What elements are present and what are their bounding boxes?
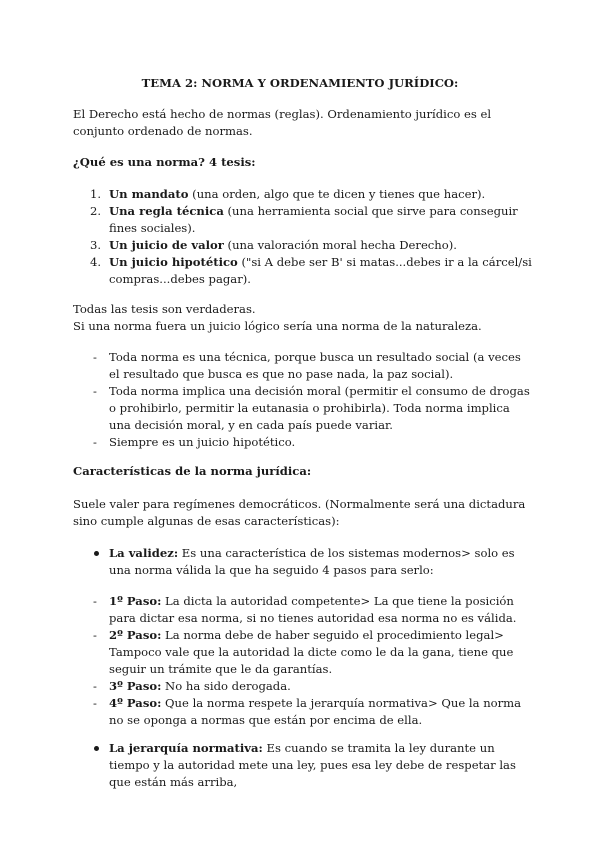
paso-label: 1º Paso: [109, 594, 162, 608]
dash-item [93, 434, 533, 451]
tesis-term: Una regla técnica [109, 204, 224, 218]
intro-paragraph [73, 106, 533, 140]
bullet-term: La validez: [109, 546, 179, 560]
tesis-item [90, 254, 533, 288]
paso-item [93, 593, 533, 627]
dash-item [93, 383, 533, 434]
paso-desc: La dicta la autoridad competente> La que tiene la posición para dictar esa norma, si no tienes autoridad esa norma no es válida. [109, 594, 517, 625]
paso-desc: No ha sido derogada. [161, 679, 291, 693]
dash-marker: - [93, 696, 97, 710]
bullet-term: La jerarquía normativa: [109, 741, 263, 755]
tesis-item [90, 237, 533, 254]
dash-marker: - [93, 679, 97, 693]
paso-label: 2º Paso: [109, 628, 162, 642]
caracteristicas-intro [73, 496, 533, 530]
caracteristicas-heading-text: Características de la norma jurídica: [73, 464, 312, 478]
paso-label: 3º Paso: [109, 679, 162, 693]
dash-list [93, 349, 533, 451]
dash-marker: - [93, 435, 97, 449]
tesis-desc: (una valoración moral hecha Derecho). [223, 238, 457, 252]
dash-marker: - [93, 594, 97, 608]
tesis-desc: (una herramienta social que sirve para conseguir fines sociales). [109, 204, 518, 235]
dash-item [93, 349, 533, 383]
tesis-number: 1. [90, 187, 102, 201]
document-title: TEMA 2: NORMA Y ORDENAMIENTO JURÍDICO: [141, 76, 459, 90]
dash-marker: - [93, 628, 97, 642]
jerarquia-bullet [93, 740, 533, 791]
paso-label: 4º Paso: [109, 696, 162, 710]
question-text: ¿Qué es una norma? 4 tesis: [73, 155, 256, 169]
dash-text: Siempre es un juicio hipotético. [109, 435, 296, 449]
paso-desc: Que la norma respete la jerarquía normativa> Que la norma no se oponga a normas que están por encima de ella. [109, 696, 522, 727]
tesis-item [90, 203, 533, 237]
paso-item [93, 627, 533, 678]
bullet-item [93, 740, 533, 791]
paso-item [93, 695, 533, 729]
tesis-number: 3. [90, 238, 102, 252]
paso-item [93, 678, 533, 695]
tesis-item [90, 186, 533, 203]
intro-text: El Derecho está hecho de normas (reglas). Ordenamiento jurídico es el conjunto ordenado de normas. [73, 107, 492, 138]
dash-marker: - [93, 350, 97, 364]
tesis-list [90, 186, 533, 288]
bullet-desc: Es una característica de los sistemas modernos> solo es una norma válida la que ha seguido 4 pasos para serlo: [109, 546, 515, 577]
verdaderas-line-2: Si una norma fuera un juicio lógico sería una norma de la naturaleza. [73, 319, 482, 333]
verdaderas-paragraph [73, 301, 533, 335]
tesis-desc: ("si A debe ser B' si matas...debes ir a la cárcel/si compras...debes pagar). [109, 255, 532, 286]
validez-bullet [93, 545, 533, 579]
tesis-term: Un mandato [109, 187, 189, 201]
tesis-desc: (una orden, algo que te dicen y tienes que hacer). [188, 187, 486, 201]
pasos-list [93, 593, 533, 729]
caracteristicas-heading [73, 463, 533, 480]
dash-text: Toda norma es una técnica, porque busca un resultado social (a veces el resultado que busca es que no pase nada, la paz social). [109, 350, 521, 381]
bullet-dot-icon [94, 551, 99, 556]
dash-text: Toda norma implica una decisión moral (permitir el consumo de drogas o prohibirlo, permitir la eutanasia o prohibirla). Toda norma implica una decisión moral, y en cada país puede variar. [109, 384, 530, 432]
bullet-dot-icon [94, 746, 99, 751]
paso-desc: La norma debe de haber seguido el procedimiento legal> Tampoco vale que la autoridad la dicte como le da la gana, tiene que seguir un trámite que le da garantías. [109, 628, 514, 676]
tesis-term: Un juicio hipotético [109, 255, 238, 269]
tesis-term: Un juicio de valor [109, 238, 224, 252]
tesis-number: 2. [90, 204, 102, 218]
tesis-number: 4. [90, 255, 102, 269]
verdaderas-line-1: Todas las tesis son verdaderas. [73, 302, 256, 316]
caracteristicas-intro-text: Suele valer para regímenes democráticos. (Normalmente será una dictadura sino cumple algunas de esas características): [73, 497, 526, 528]
question-heading [73, 154, 533, 171]
bullet-desc: Es cuando se tramita la ley durante un tiempo y la autoridad mete una ley, pues esa ley debe de respetar las que están más arriba, [109, 741, 516, 789]
bullet-item [93, 545, 533, 579]
dash-marker: - [93, 384, 97, 398]
